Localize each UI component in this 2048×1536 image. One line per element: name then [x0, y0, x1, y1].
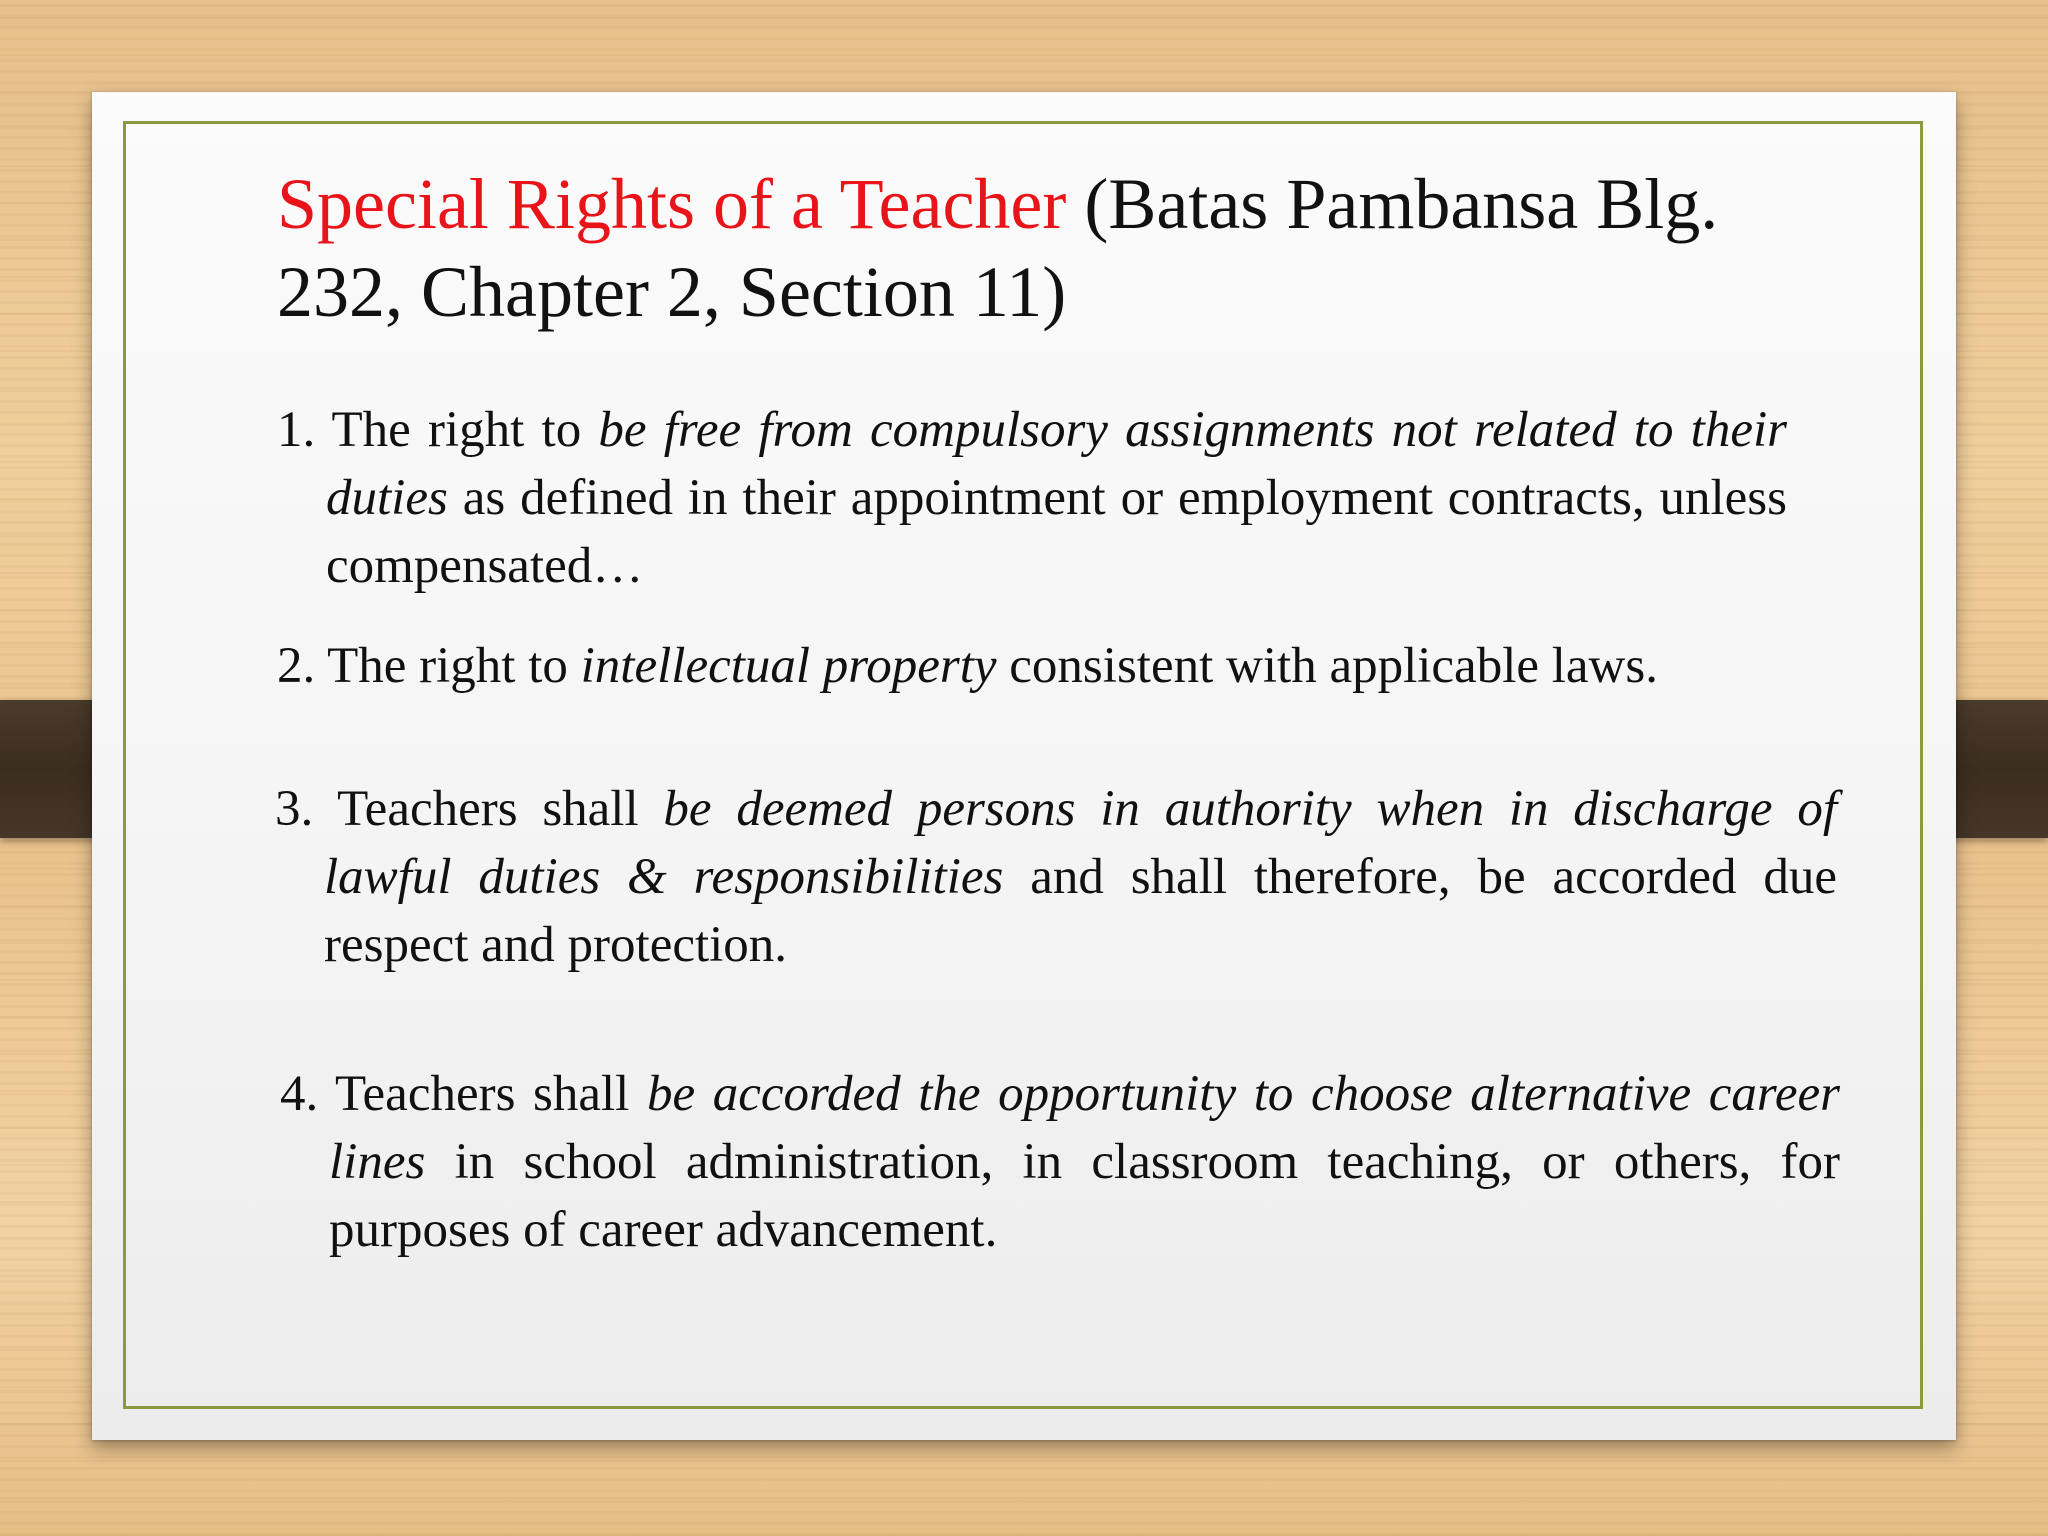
item-emphasis: be deemed persons in authority when in discharge of lawful duties & responsibilities [324, 781, 1837, 905]
item-number: 1. [277, 402, 332, 458]
slide-title [277, 160, 1757, 336]
right-item-2 [277, 632, 1837, 700]
right-item-4 [280, 1060, 1840, 1264]
item-number: 3. [275, 781, 338, 837]
item-text: Teachers shall [334, 1066, 647, 1122]
right-item-3 [275, 775, 1837, 979]
item-number: 2. [277, 638, 328, 694]
item-text: as defined in their appointment or employment contracts, unless compensated… [326, 470, 1787, 594]
slide-title-highlight: Special Rights of a Teacher [277, 164, 1067, 244]
item-emphasis: intellectual property [580, 638, 997, 694]
item-text: and shall therefore, be accorded due respect and protection. [324, 849, 1837, 973]
item-text: The right to [327, 638, 581, 694]
item-text: in school administration, in classroom teaching, or others, for purposes of career advancement. [329, 1134, 1840, 1258]
item-emphasis: be accorded the opportunity to choose alternative career lines [329, 1066, 1840, 1190]
slide-title-citation: (Batas Pambansa Blg. 232, Chapter 2, Section 11) [277, 164, 1719, 332]
item-text: The right to [331, 402, 599, 458]
item-text: consistent with applicable laws. [996, 638, 1658, 694]
item-text: Teachers shall [337, 781, 664, 837]
item-emphasis: be free from compulsory assignments not related to their duties [326, 402, 1787, 526]
right-item-1 [277, 396, 1787, 600]
item-number: 4. [280, 1066, 335, 1122]
